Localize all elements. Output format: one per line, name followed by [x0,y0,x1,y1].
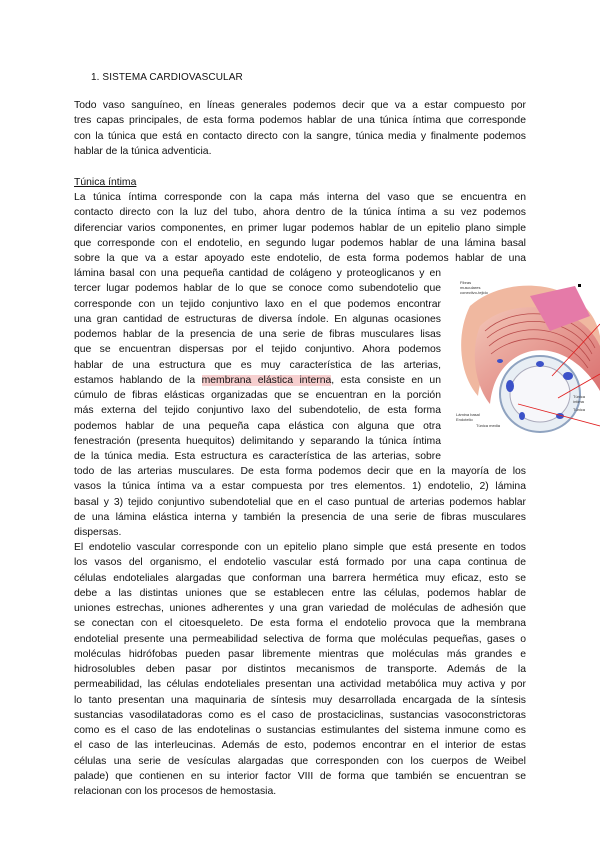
text-line: podemos hablar de una pequeña capa elástica con alguna que otra [74,420,441,432]
text-line: diferenciar varios componentes, en primer lugar podemos hablar de un epitelio plano simple [74,222,526,234]
text-line: sustancias vasodilatadoras como es el caso de prostaciclinas, sustancias vasoconstrictoras [74,709,526,721]
text-line: vasos la túnica íntima va a estar compuesta por tres elementos. 1) endotelio, 2) lámina [74,481,526,493]
text-line: fenestración (presenta huequitos) delimitando y separando la túnica íntima [74,435,441,447]
text-line: más externa del tejido conjuntivo laxo del subendotelio, de esta forma [74,405,441,417]
text-line: hidrosolubles deben pasar por distintos mecanismos de transporte. Además de la [74,664,526,675]
intro-paragraph [74,98,526,159]
text-line: como es el caso de las endotelinas o sustancias estimulantes del sistema inmune como es [74,725,526,736]
figure-label: Endotelio [456,417,473,422]
text-line: permeabilidad, las células endoteliales presentan una actividad metabólica muy activa y por [74,679,526,691]
figure-label: Lámina basal [456,412,480,417]
figure-label: Túnica [573,394,586,399]
text-line: células una serie de vesículas alargadas que corresponden con los cuerpos de Weibel [74,755,526,767]
text-line: moléculas hidrófobas pueden pasar libremente mientras que moléculas más grandes e [74,648,526,660]
text-line: los vasos del organismo, el endotelio vascular está formado por una capa continua de [74,557,526,569]
intima-paragraph-top [74,190,526,266]
text-line: podemos hablar de la presencia de una serie de fibras musculares lisas [74,329,441,340]
highlighted-term: membrana elástica interna [201,374,332,386]
text-line: que corresponde con el endotelio, en segundo lugar podemos hablar de una lámina basal [74,237,526,249]
text-line: células endoteliales alargadas que conforman una barrera hermética muy eficaz, esto se [74,572,526,584]
section-heading: 1. SISTEMA CARDIOVASCULAR [91,72,243,83]
text-line: contacto directo con la luz del tubo, ahora dentro de la túnica íntima a su vez podemos [74,207,526,219]
intima-paragraph-bottom [74,464,526,540]
text-line: endotelial presente una permeabilidad selectiva de forma que moléculas pequeñas, gases o [74,633,526,645]
text-line: uniones estrechas, uniones adherentes y una gran variedad de moléculas de adhesión que [74,603,526,614]
text-line: hablar de la túnica adventicia. [74,145,212,157]
endotelio-paragraph [74,540,526,799]
text-line: todo de las arterias musculares. De esta forma podemos decir que en la mayoría de los [74,466,526,477]
figure-label: Túnica [573,407,586,412]
text-line-highlight: estamos hablando de la membrana elástica interna, esta consiste en un [74,374,441,386]
text-line: tercer lugar podemos hablar de lo que se conoce como subendotelio que [74,283,441,295]
text-line: tres capas principales, de esta forma podemos hablar de una túnica íntima que corresponde [74,115,526,127]
text-line: cúmulo de fibras elásticas organizadas que se encuentran en la porción [74,390,441,401]
figure-label: Túnica media [476,423,501,428]
figure-label: musculares [460,285,481,290]
text-line: La túnica íntima corresponde con la capa más interna del vaso que se encuentra en [74,192,526,203]
intima-paragraph-wrapped [74,266,441,464]
text-line: una gran cantidad de estructuras de diversa índole. En algunas ocasiones [74,313,441,325]
text-line: relacionan con los procesos de hemostasia. [74,786,277,797]
text-line: lámina basal con una pequeña cantidad de colágeno y proteoglicanos y en [74,268,441,279]
text-line: Todo vaso sanguíneo, en líneas generales podemos decir que va a estar compuesto por [74,100,526,111]
text-line: El endotelio vascular corresponde con un epitelio plano simple que está presente en todos [74,542,526,553]
text-line: corresponde con un tejido conjuntivo laxo en el que podemos encontrar [74,298,441,310]
figure-label: íntima [573,399,584,404]
text-line: debe a las distintas uniones que se establecen entre las células, podemos hablar de [74,587,526,599]
text-line: sobre la que va a estar apoyado este endotelio, de esta forma podemos hablar de una [74,253,526,264]
vessel-wall-illustration [440,276,600,444]
text-line: dispersas. [74,527,122,538]
text-line: palade) que contienen en su interior factor VIII de forma que también se encuentran se [74,770,526,782]
subheading-tunica-intima: Túnica íntima [74,177,137,188]
text-line: hablar de una estructura que es muy característica de las arterias, [74,359,441,371]
figure-label: Fibras [460,280,472,285]
text-line: de la túnica media. Esta estructura es característica de las arterias, sobre [74,451,441,462]
text-line: se conectan con el citoesqueleto. De esta forma el endotelio provoca que la membrana [74,618,526,630]
text-line: que se encuentran dispersas por el tejido conjuntivo. Ahora podemos [74,344,441,356]
text-line: el caso de las interleucinas. Además de esto, podemos encontrar en el interior de estas [74,740,526,752]
text-line: con la túnica que está en contacto directo con la sangre, túnica media y finalmente podemos [74,130,526,142]
figure-label: conectivo-tejido [460,290,488,295]
text-line: basal y 3) tejido conjuntivo subendotelial que en el caso puntual de arterias podemos hablar [74,496,526,508]
text-line: lo tanto presentan una maquinaria de síntesis muy desarrollada encargada de la síntesis [74,694,526,706]
text-line: de una lámina elástica interna y también la presencia de una serie de fibras musculares [74,511,526,523]
